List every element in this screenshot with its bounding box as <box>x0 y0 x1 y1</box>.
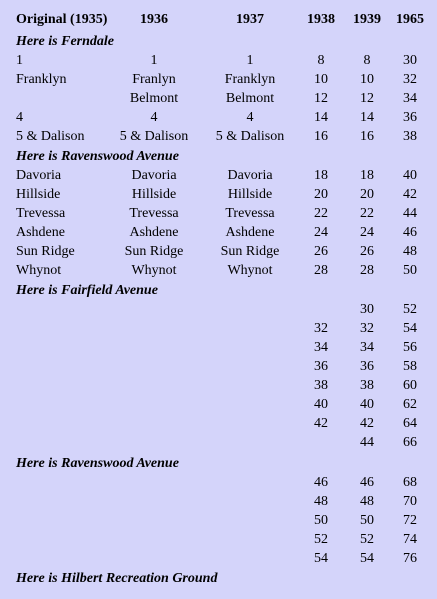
cell-original: 4 <box>16 110 23 125</box>
cell-1939: 46 <box>360 475 374 490</box>
cell-1936 <box>112 549 196 568</box>
cell-1965: 68 <box>403 475 417 490</box>
cell-1965: 64 <box>403 416 417 431</box>
cell-1938: 26 <box>314 244 328 259</box>
section-heading-hilbert-recreation-ground: Here is Hilbert Recreation Ground <box>16 571 218 586</box>
cell-1937: Davoria <box>227 168 273 183</box>
section-heading-ravenswood-avenue: Here is Ravenswood Avenue <box>16 456 179 471</box>
cell-1939: 40 <box>360 397 374 412</box>
cell-1937 <box>208 395 292 414</box>
table-row <box>0 492 437 511</box>
header-1936: 1936 <box>140 12 168 27</box>
cell-1939: 24 <box>360 225 374 240</box>
cell-1937: 5 & Dalison <box>215 129 285 144</box>
cell-1939: 22 <box>360 206 374 221</box>
cell-1965: 34 <box>403 91 417 106</box>
cell-1937 <box>208 357 292 376</box>
cell-1965: 54 <box>403 321 417 336</box>
cell-1939: 42 <box>360 416 374 431</box>
cell-1938: 14 <box>314 110 328 125</box>
cell-1938: 48 <box>314 494 328 509</box>
table-row <box>0 395 437 414</box>
header-1965: 1965 <box>396 12 424 27</box>
cell-1936: Whynot <box>131 263 177 278</box>
cell-1936 <box>112 319 196 338</box>
cell-1938: 32 <box>314 321 328 336</box>
cell-1938: 12 <box>314 91 328 106</box>
cell-1965: 32 <box>403 72 417 87</box>
cell-1939: 18 <box>360 168 374 183</box>
header-1938: 1938 <box>307 12 335 27</box>
cell-1936 <box>112 414 196 433</box>
cell-1938 <box>303 433 339 452</box>
table-row <box>0 357 437 376</box>
cell-1965: 60 <box>403 378 417 393</box>
cell-1937: Whynot <box>227 263 273 278</box>
cell-1965: 70 <box>403 494 417 509</box>
cell-1965: 30 <box>403 53 417 68</box>
cell-1939: 38 <box>360 378 374 393</box>
cell-1939: 32 <box>360 321 374 336</box>
table-row <box>0 89 437 108</box>
cell-original: Davoria <box>16 168 62 183</box>
table-row <box>0 108 437 127</box>
table-row <box>0 549 437 568</box>
cell-1936 <box>112 530 196 549</box>
cell-1938: 46 <box>314 475 328 490</box>
cell-1937: Trevessa <box>225 206 275 221</box>
cell-1965: 72 <box>403 513 417 528</box>
cell-1965: 48 <box>403 244 417 259</box>
cell-1939: 20 <box>360 187 374 202</box>
cell-1938: 24 <box>314 225 328 240</box>
cell-1965: 66 <box>403 435 417 450</box>
cell-1965: 50 <box>403 263 417 278</box>
cell-1936 <box>112 357 196 376</box>
cell-1939: 36 <box>360 359 374 374</box>
table-row <box>0 300 437 319</box>
cell-1965: 46 <box>403 225 417 240</box>
header-original: Original (1935) <box>16 12 108 27</box>
table-row <box>0 185 437 204</box>
cell-1965: 40 <box>403 168 417 183</box>
cell-1938: 38 <box>314 378 328 393</box>
cell-1936: 1 <box>150 53 158 68</box>
cell-1965: 44 <box>403 206 417 221</box>
cell-1939: 12 <box>360 91 374 106</box>
cell-1938: 52 <box>314 532 328 547</box>
cell-1938: 34 <box>314 340 328 355</box>
cell-original: 1 <box>16 53 23 68</box>
cell-1936: 4 <box>150 110 158 125</box>
cell-1936 <box>112 338 196 357</box>
cell-1938: 36 <box>314 359 328 374</box>
table-row <box>0 319 437 338</box>
cell-original: Whynot <box>16 263 62 278</box>
cell-1937 <box>208 530 292 549</box>
cell-1939: 8 <box>363 53 371 68</box>
cell-1937 <box>208 492 292 511</box>
cell-1937: 4 <box>246 110 254 125</box>
cell-1939: 30 <box>360 302 374 317</box>
cell-1936: Hillside <box>131 187 177 202</box>
cell-1938: 22 <box>314 206 328 221</box>
cell-1937 <box>208 319 292 338</box>
table-row <box>0 338 437 357</box>
table-row <box>0 70 437 89</box>
cell-1938: 50 <box>314 513 328 528</box>
cell-1937: 1 <box>246 53 254 68</box>
cell-1937 <box>208 376 292 395</box>
table-row <box>0 261 437 280</box>
cell-1937 <box>208 511 292 530</box>
table-row <box>0 51 437 70</box>
header-row <box>0 10 437 29</box>
header-1937: 1937 <box>236 12 264 27</box>
cell-1936 <box>112 433 196 452</box>
table-row <box>0 204 437 223</box>
cell-1939: 28 <box>360 263 374 278</box>
table-row <box>0 376 437 395</box>
cell-1965: 52 <box>403 302 417 317</box>
cell-1937: Belmont <box>225 91 275 106</box>
table-row <box>0 414 437 433</box>
cell-1938: 54 <box>314 551 328 566</box>
cell-1937: Hillside <box>227 187 273 202</box>
cell-1938: 42 <box>314 416 328 431</box>
cell-1936: Davoria <box>131 168 177 183</box>
cell-1939: 10 <box>360 72 374 87</box>
section-heading-ferndale: Here is Ferndale <box>16 34 114 49</box>
cell-1939: 54 <box>360 551 374 566</box>
cell-1965: 36 <box>403 110 417 125</box>
table-row <box>0 433 437 452</box>
cell-original: Sun Ridge <box>16 244 75 259</box>
cell-1939: 52 <box>360 532 374 547</box>
cell-1939: 48 <box>360 494 374 509</box>
cell-1939: 14 <box>360 110 374 125</box>
cell-1936: Sun Ridge <box>124 244 184 259</box>
table-row <box>0 127 437 146</box>
cell-1938: 40 <box>314 397 328 412</box>
cell-1938: 16 <box>314 129 328 144</box>
cell-1937 <box>208 473 292 492</box>
cell-1939: 16 <box>360 129 374 144</box>
section-heading-ravenswood-avenue: Here is Ravenswood Avenue <box>16 149 179 164</box>
table-row <box>0 473 437 492</box>
cell-1937: Ashdene <box>225 225 275 240</box>
cell-1936 <box>112 473 196 492</box>
cell-original: Franklyn <box>16 72 67 87</box>
cell-1938: 20 <box>314 187 328 202</box>
cell-1936: Franlyn <box>132 72 176 87</box>
cell-original: Trevessa <box>16 206 66 221</box>
cell-1939: 34 <box>360 340 374 355</box>
table-row <box>0 223 437 242</box>
cell-1936 <box>112 511 196 530</box>
cell-1936 <box>112 376 196 395</box>
cell-1939: 44 <box>360 435 374 450</box>
cell-1938: 18 <box>314 168 328 183</box>
cell-1936: Trevessa <box>129 206 179 221</box>
cell-1936 <box>112 395 196 414</box>
cell-1965: 42 <box>403 187 417 202</box>
cell-1938: 8 <box>317 53 325 68</box>
cell-1937: Franklyn <box>224 72 276 87</box>
cell-1939: 50 <box>360 513 374 528</box>
cell-1938: 10 <box>314 72 328 87</box>
cell-original: Ashdene <box>16 225 65 240</box>
table-row <box>0 511 437 530</box>
cell-1937 <box>208 300 292 319</box>
cell-original: Hillside <box>16 187 61 202</box>
section-heading-fairfield-avenue: Here is Fairfield Avenue <box>16 283 158 298</box>
cell-1939: 26 <box>360 244 374 259</box>
cell-1965: 62 <box>403 397 417 412</box>
cell-1937 <box>208 433 292 452</box>
cell-1937 <box>208 549 292 568</box>
cell-1937 <box>208 338 292 357</box>
header-1939: 1939 <box>353 12 381 27</box>
cell-1936: Belmont <box>129 91 179 106</box>
cell-original: 5 & Dalison <box>16 129 85 144</box>
cell-1938: 28 <box>314 263 328 278</box>
cell-1936: Ashdene <box>129 225 179 240</box>
cell-1965: 76 <box>403 551 417 566</box>
cell-1965: 56 <box>403 340 417 355</box>
cell-1965: 58 <box>403 359 417 374</box>
table-row <box>0 530 437 549</box>
cell-1937: Sun Ridge <box>220 244 280 259</box>
cell-1938 <box>303 300 339 319</box>
cell-1936 <box>112 492 196 511</box>
table-row <box>0 242 437 261</box>
cell-1936 <box>112 300 196 319</box>
cell-1936: 5 & Dalison <box>119 129 189 144</box>
cell-1965: 38 <box>403 129 417 144</box>
table-row <box>0 166 437 185</box>
cell-1965: 74 <box>403 532 417 547</box>
cell-1937 <box>208 414 292 433</box>
